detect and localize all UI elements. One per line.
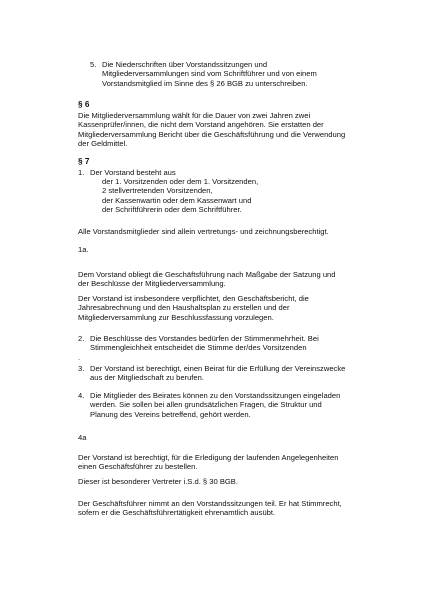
item-2-number: 2.: [78, 334, 85, 343]
paragraph-line: Dem Vorstand obliegt die Geschäftsführung nach Maßgabe der Satzung und: [78, 270, 336, 279]
section-6-line: der Geldmittel.: [78, 138, 128, 148]
paragraph-1a-duties: [78, 294, 309, 322]
label-1a: 1a.: [78, 245, 89, 254]
item-3-line: Der Vorstand ist berechtigt, einen Beirat für die Erfüllung der Vereinszwecke: [90, 364, 346, 373]
paragraph-line: sofern er die Geschäftsführertätigkeit ehrenamtlich ausübt.: [78, 508, 276, 518]
item-4-number: 4.: [78, 391, 85, 400]
paragraph-line: der Beschlüsse der Mitgliederversammlung.: [78, 279, 226, 289]
paragraph-line: einen Geschäftsführer zu bestellen.: [78, 462, 198, 472]
item-4-line: werden. Sie sollen bei allen grundsätzlichen Fragen, die Struktur und: [90, 400, 322, 410]
item-2-text: [90, 334, 319, 353]
paragraph-line: Mitgliederversammlung zur Beschlussfassung vorzulegen.: [78, 312, 274, 322]
item-5-number: 5.: [90, 60, 97, 69]
item-3-line: aus der Mitgliedschaft zu berufen.: [90, 373, 204, 383]
item-5-text: [102, 60, 317, 88]
section-6-text: [78, 111, 345, 148]
board-member-line: der Schriftführerin oder dem Schriftführer.: [102, 204, 242, 214]
section-7-heading: § 7: [78, 157, 90, 166]
board-member-line: der 1. Vorsitzenden oder dem 1. Vorsitzenden,: [102, 177, 259, 186]
item-2-line: Die Beschlüsse des Vorstandes bedürfen der Stimmenmehrheit. Bei: [90, 334, 319, 343]
paragraph-4a-special-representative: Dieser ist besonderer Vertreter i.S.d. § 30 BGB.: [78, 477, 238, 486]
paragraph-4a-managing-director: [78, 453, 338, 472]
board-composition-list: [102, 177, 258, 214]
paragraph-1a-management: [78, 270, 336, 289]
board-member-line: 2 stellvertretenden Vorsitzenden,: [102, 186, 213, 196]
section-6-heading: § 6: [78, 100, 90, 109]
item-4-line: Planung des Vereins betreffend, gehört werden.: [90, 409, 251, 419]
item-5-line: Vorstandsmitglied im Sinne des § 26 BGB zu unterschreiben.: [102, 78, 308, 88]
item-3-text: [90, 364, 345, 383]
paragraph-line: Jahresabrechnung und den Haushaltsplan zu erstellen und der: [78, 303, 290, 313]
item-5-line: Mitgliederversammlungen sind vom Schriftführer und von einem: [102, 69, 317, 79]
section-6-line: Kassenprüfer/innen, die nicht dem Vorstand angehören. Sie erstatten der: [78, 120, 324, 130]
item-5-line: Die Niederschriften über Vorstandssitzungen und: [102, 60, 268, 69]
board-member-line: der Kassenwartin oder dem Kassenwart und: [102, 195, 252, 205]
representation-sentence: Alle Vorstandsmitglieder sind allein vertretungs- und zeichnungsberechtigt.: [78, 227, 329, 236]
stray-dot: .: [78, 353, 81, 362]
item-4-line: Die Mitglieder des Beirates können zu den Vorstandssitzungen eingeladen: [90, 391, 341, 400]
item-2-line: Stimmengleichheit entscheidet die Stimme der/des Vorsitzenden: [90, 343, 307, 353]
item-3-number: 3.: [78, 364, 85, 373]
label-4a: 4a: [78, 433, 87, 442]
item-1-intro: Der Vorstand besteht aus: [90, 168, 176, 177]
paragraph-4a-voting-right: [78, 499, 342, 518]
paragraph-line: Der Vorstand ist berechtigt, für die Erledigung der laufenden Angelegenheiten: [78, 453, 339, 462]
item-4-text: [90, 391, 340, 419]
paragraph-line: Der Vorstand ist insbesondere verpflichtet, den Geschäftsbericht, die: [78, 294, 309, 303]
section-6-line: Die Mitgliederversammlung wählt für die Dauer von zwei Jahren zwei: [78, 111, 311, 120]
item-1-number: 1.: [78, 168, 85, 177]
paragraph-line: Der Geschäftsführer nimmt an den Vorstandssitzungen teil. Er hat Stimmrecht,: [78, 499, 342, 508]
section-6-line: Mitgliederversammlung Bericht über die Geschäftsführung und die Verwendung: [78, 129, 346, 139]
